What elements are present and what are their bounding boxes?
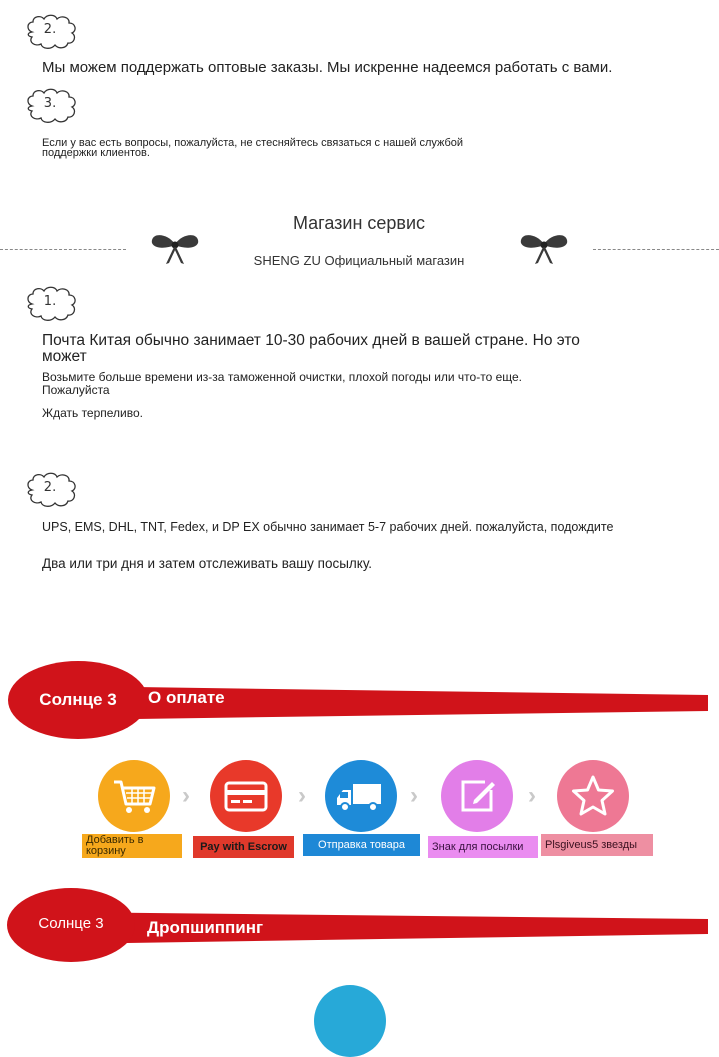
banner-oval: Солнце 3 <box>8 661 148 739</box>
step-label-shipping: Отправка товара <box>303 834 420 856</box>
express-text-line2: Два или три дня и затем отслеживать вашу посылку. <box>42 556 372 571</box>
step-label-escrow: Pay with Escrow <box>193 836 294 858</box>
step-sign-circle <box>441 760 513 832</box>
credit-card-icon <box>210 760 282 832</box>
cart-icon <box>98 760 170 832</box>
express-text-line1: UPS, EMS, DHL, TNT, Fedex, и DP EX обычно занимает 5-7 рабочих дней. пожалуйста, подождите <box>42 520 614 534</box>
step-escrow-circle <box>210 760 282 832</box>
dropship-banner <box>0 886 719 966</box>
banner-title: Дропшиппинг <box>147 918 264 937</box>
shipping-heading-line1: Почта Китая обычно занимает 10-30 рабочих дней в вашей стране. Но это <box>42 332 580 349</box>
step-shipping-circle <box>325 760 397 832</box>
shipping-text-line3: Ждать терпеливо. <box>42 406 144 420</box>
step-label-sign: Знак для посылки <box>428 836 538 858</box>
chevron-right-icon: › <box>410 782 418 809</box>
bow-icon <box>519 230 569 266</box>
contact-text-line2: поддержки клиентов. <box>42 147 150 159</box>
number-badge: 2. <box>24 470 80 512</box>
number-badge: 3. <box>24 86 80 128</box>
truck-icon <box>325 760 397 832</box>
bow-icon <box>150 230 200 266</box>
divider-right <box>593 249 719 250</box>
banner-oval: Солнце 3 <box>7 888 135 962</box>
chevron-right-icon: › <box>528 782 536 809</box>
section-title: Магазин сервис <box>292 213 426 233</box>
divider-left <box>0 249 126 250</box>
banner-title: О оплате <box>148 688 225 707</box>
step-label-cart: Добавить в корзину <box>82 834 182 858</box>
step-rate-circle <box>557 760 629 832</box>
number-badge: 2. <box>24 12 80 54</box>
dropship-step-circle <box>314 985 386 1057</box>
shipping-text-line2: Пожалуйста <box>42 383 110 397</box>
number-badge: 1. <box>24 284 80 326</box>
wholesale-text: Мы можем поддержать оптовые заказы. Мы искренне надеемся работать с вами. <box>42 59 613 76</box>
edit-icon <box>441 760 513 832</box>
star-icon <box>557 760 629 832</box>
step-label-rate: Plsgiveus5 звезды <box>541 834 653 856</box>
shipping-heading-line2: может <box>42 348 87 365</box>
chevron-right-icon: › <box>182 782 190 809</box>
contact-text-line1: Если у вас есть вопросы, пожалуйста, не стесняйтесь связаться с нашей службой <box>42 137 464 149</box>
chevron-right-icon: › <box>298 782 306 809</box>
step-cart-circle <box>98 760 170 832</box>
payment-banner <box>0 658 719 742</box>
section-subtitle: SHENG ZU Официальный магазин <box>253 253 465 268</box>
shipping-text-line1: Возьмите больше времени из-за таможенной очистки, плохой погоды или что-то еще. <box>42 370 523 384</box>
